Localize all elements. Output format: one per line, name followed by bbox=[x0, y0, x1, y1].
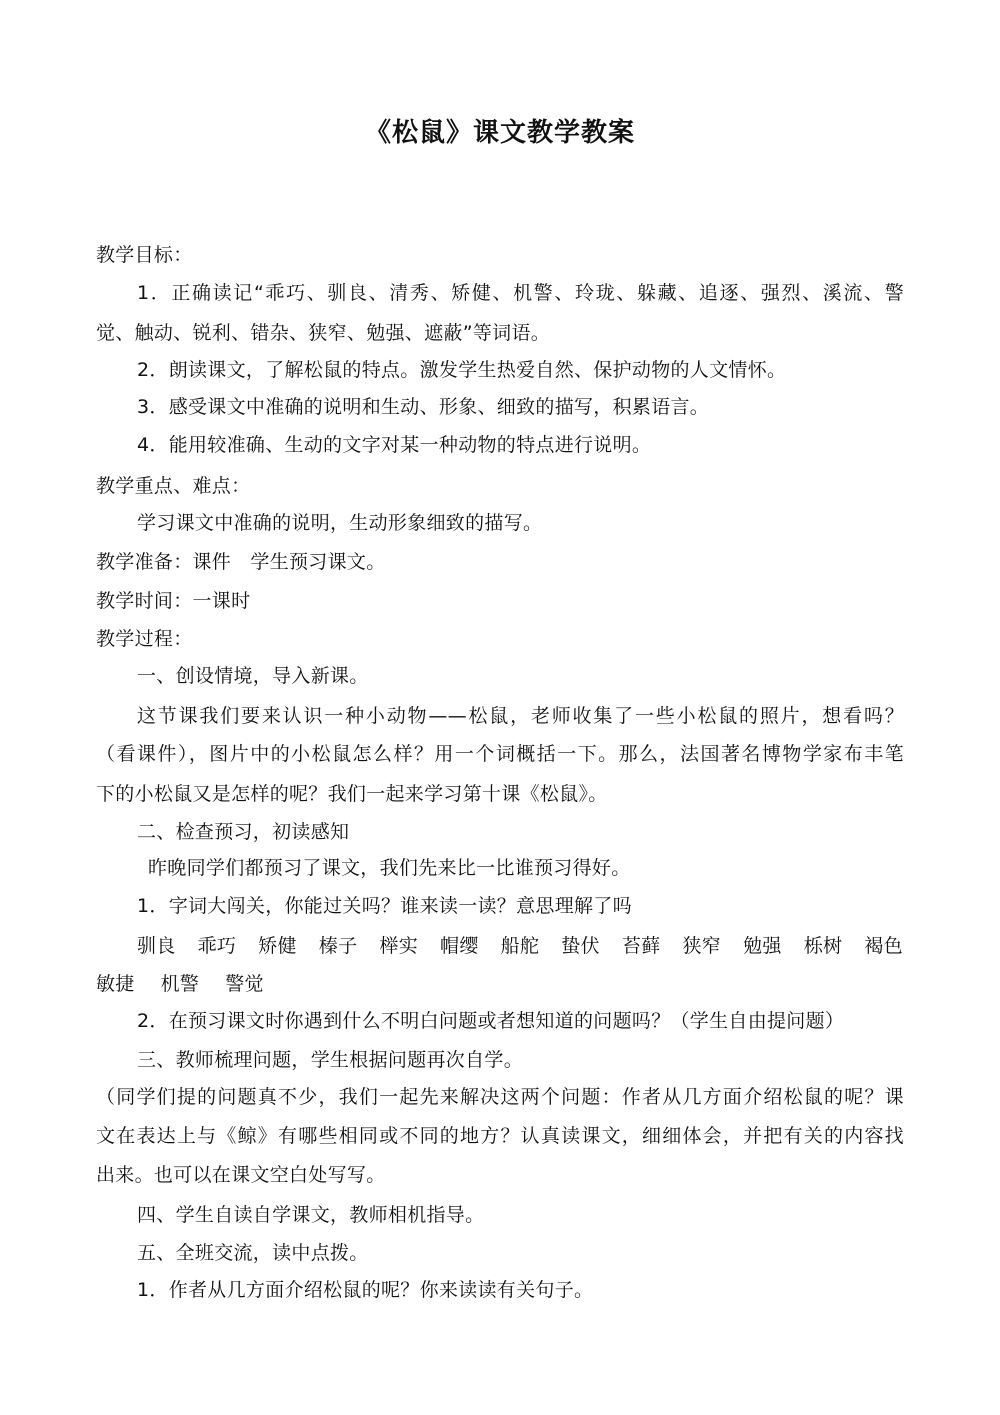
step-1-heading: 一、创设情境，导入新课。 bbox=[137, 665, 369, 687]
teaching-preparation: 教学准备：课件 学生预习课文。 bbox=[96, 551, 386, 573]
vocabulary-word: 敏捷 bbox=[96, 973, 135, 995]
step-1-paragraph-line-2: （看课件），图片中的小松鼠怎么样？用一个词概括一下。那么，法国著名博物学家布丰笔 bbox=[96, 743, 904, 765]
step-5-heading: 五、全班交流，读中点拨。 bbox=[137, 1242, 369, 1264]
step-1-paragraph-line-3: 下的小松鼠又是怎样的呢？我们一起来学习第十课《松鼠》。 bbox=[96, 783, 608, 805]
step-3-paragraph-line-3: 出来。也可以在课文空白处写写。 bbox=[96, 1164, 386, 1186]
process-heading: 教学过程： bbox=[96, 628, 193, 650]
goal-1-line-2: 觉、触动、锐利、错杂、狭窄、勉强、遮蔽”等词语。 bbox=[96, 322, 551, 344]
step-2-heading: 二、检查预习，初读感知 bbox=[137, 821, 350, 843]
vocabulary-word: 榉实 bbox=[379, 935, 419, 957]
goal-1-line-1: 1．正确读记“乖巧、驯良、清秀、矫健、机警、玲珑、躲藏、追逐、强烈、溪流、警 bbox=[137, 282, 904, 304]
vocabulary-row-2 bbox=[96, 971, 264, 997]
vocabulary-row-1 bbox=[137, 933, 903, 959]
step-2-item-1: 1．字词大闯关，你能过关吗？谁来读一读？意思理解了吗 bbox=[137, 895, 632, 917]
step-5-item-1: 1．作者从几方面介绍松鼠的呢？你来读读有关句子。 bbox=[137, 1279, 594, 1301]
step-3-paragraph-line-2: 文在表达上与《鲸》有哪些相同或不同的地方？认真读课文，细细体会，并把有关的内容找 bbox=[96, 1125, 904, 1147]
vocabulary-word: 机警 bbox=[160, 973, 200, 995]
step-3-heading: 三、教师梳理问题，学生根据问题再次自学。 bbox=[137, 1049, 524, 1071]
vocabulary-word: 榛子 bbox=[318, 935, 358, 957]
teaching-time: 教学时间：一课时 bbox=[96, 590, 251, 612]
vocabulary-word: 勉强 bbox=[743, 935, 782, 957]
vocabulary-word: 矫健 bbox=[258, 935, 297, 957]
vocabulary-word: 栎树 bbox=[803, 935, 843, 957]
key-points-heading: 教学重点、难点： bbox=[96, 475, 251, 497]
step-3-paragraph-line-1: （同学们提的问题真不少，我们一起先来解决这两个问题：作者从几方面介绍松鼠的呢？课 bbox=[96, 1086, 904, 1108]
step-2-paragraph: 昨晚同学们都预习了课文，我们先来比一比谁预习得好。 bbox=[148, 857, 631, 879]
step-1-paragraph-line-1: 这节课我们要来认识一种小动物——松鼠，老师收集了一些小松鼠的照片，想看吗？ bbox=[137, 705, 904, 727]
goal-3: 3．感受课文中准确的说明和生动、形象、细致的描写，积累语言。 bbox=[137, 396, 710, 418]
vocabulary-word: 警觉 bbox=[225, 973, 264, 995]
vocabulary-word: 狭窄 bbox=[682, 935, 722, 957]
vocabulary-word: 苔藓 bbox=[621, 935, 661, 957]
vocabulary-word: 驯良 bbox=[137, 935, 176, 957]
key-points-text: 学习课文中准确的说明，生动形象细致的描写。 bbox=[137, 512, 543, 534]
vocabulary-word: 帽缨 bbox=[440, 935, 479, 957]
goal-4: 4．能用较准确、生动的文字对某一种动物的特点进行说明。 bbox=[137, 434, 652, 456]
step-2-item-2: 2．在预习课文时你遇到什么不明白问题或者想知道的问题吗？（学生自由提问题） bbox=[137, 1010, 845, 1032]
vocabulary-word: 乖巧 bbox=[197, 935, 237, 957]
goal-2: 2．朗读课文，了解松鼠的特点。激发学生热爱自然、保护动物的人文情怀。 bbox=[137, 359, 787, 381]
vocabulary-word: 蛰伏 bbox=[561, 935, 600, 957]
document-title: 《松鼠》课文教学教案 bbox=[364, 118, 635, 148]
vocabulary-word: 褐色 bbox=[864, 935, 903, 957]
vocabulary-word: 船舵 bbox=[500, 935, 540, 957]
step-4-heading: 四、学生自读自学课文，教师相机指导。 bbox=[137, 1204, 485, 1226]
goals-heading: 教学目标： bbox=[96, 244, 193, 266]
